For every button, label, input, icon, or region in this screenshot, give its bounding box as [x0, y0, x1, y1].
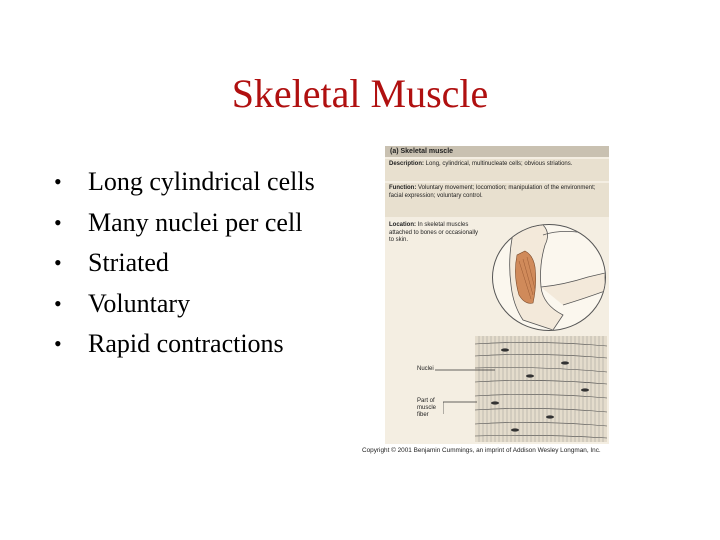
figure-function: [385, 183, 609, 217]
bullet-item: [54, 203, 315, 244]
muscle-fiber-micrograph: [475, 336, 607, 442]
bullet-item: [54, 324, 315, 365]
bullet-text: Many nuclei per cell: [88, 207, 303, 237]
bullet-text: Striated: [88, 248, 169, 277]
part-label-line-2: muscle: [417, 405, 437, 411]
bullet-list: [54, 162, 315, 365]
function-label: Function:: [389, 185, 417, 191]
bullet-icon: •: [54, 250, 62, 275]
function-text: Voluntary movement; locomotion; manipulation of the environment; facial expression; voluntary control.: [389, 185, 596, 199]
location-label: Location:: [389, 222, 416, 228]
bullet-item: [54, 162, 315, 203]
figure-location: [385, 220, 483, 247]
bullet-icon: •: [54, 169, 62, 194]
part-label-line-1: Part of: [417, 398, 435, 404]
figure-description: [385, 159, 609, 181]
bullet-text: Long cylindrical cells: [88, 167, 315, 196]
bullet-icon: •: [54, 290, 62, 316]
bullet-text: Voluntary: [88, 288, 191, 318]
bullet-item: [54, 284, 315, 325]
description-text: Long, cylindrical, multinucleate cells; obvious striations.: [424, 161, 573, 167]
bullet-item: [54, 243, 315, 284]
skeletal-muscle-figure: [385, 146, 609, 444]
bullet-icon: •: [54, 331, 62, 356]
nuclei-pointer: [435, 366, 495, 376]
part-of-fiber-label: [417, 398, 436, 419]
copyright-notice: Copyright © 2001 Benjamin Cummings, an imprint of Addison Wesley Longman, Inc.: [362, 447, 601, 454]
slide-title: Skeletal Muscle: [231, 71, 489, 116]
description-label: Description:: [389, 161, 425, 167]
arm-illustration: [492, 224, 606, 331]
part-pointer: [443, 396, 477, 416]
nuclei-label: Nuclei: [417, 366, 434, 372]
part-label-line-3: fiber: [417, 412, 429, 418]
location-text: In skeletal muscles attached to bones or occasionally to skin.: [389, 222, 479, 243]
figure-header: (a) Skeletal muscle: [385, 146, 609, 157]
bullet-icon: •: [54, 209, 62, 235]
bullet-text: Rapid contractions: [88, 329, 284, 358]
